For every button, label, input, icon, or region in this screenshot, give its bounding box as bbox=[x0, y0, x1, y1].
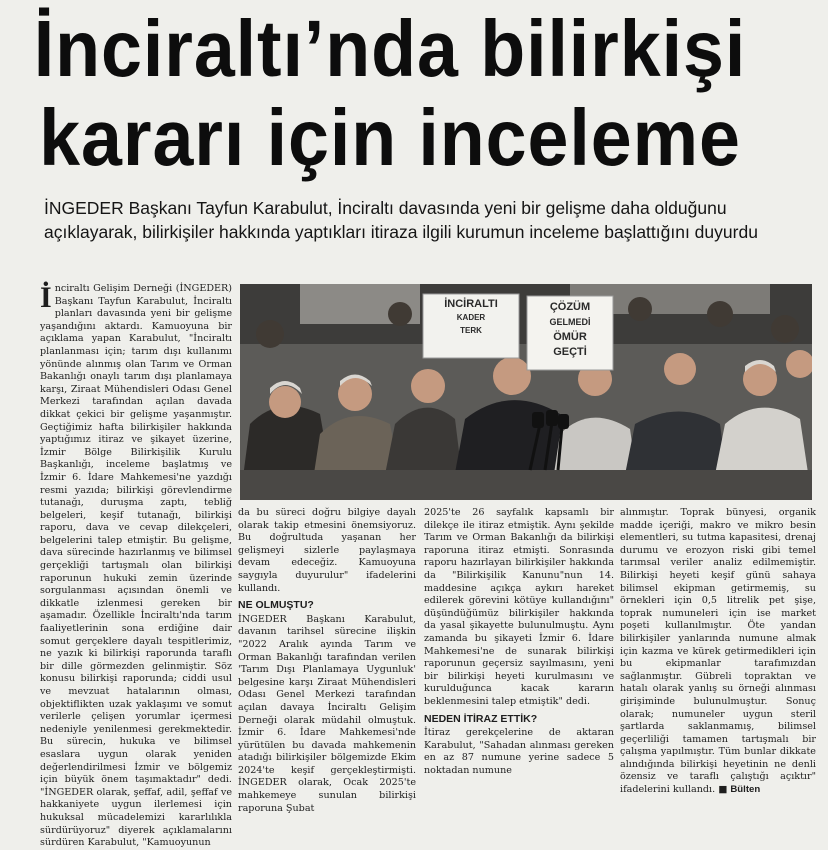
byline-signature: Bülten bbox=[730, 784, 761, 796]
headline bbox=[22, 4, 758, 182]
protest-sign-2 bbox=[530, 300, 610, 360]
sign-1-line-1: İNCİRALTI bbox=[444, 298, 498, 310]
sign-1-line-3: TERK bbox=[460, 326, 482, 335]
column-2-text-2: İNGEDER Başkanı Karabulut, davanın tarihsel sürecine ilişkin "2022 Aralık ayında Tarım ve Orman Bakanlığı tarafından verilen 'Tarım Dışı Planlamaya Uygunluk' belgesine karşı Ziraat Mühendisleri Odası Genel Merkezi tarafından açılan davaya İnciraltı Gelişim Derneği olarak müdahil olmuştuk. İzmir 6. İdare Mahkemesi'nde yürütülen bu davada mahkemenin atadığı bilirkişiler bölgemizde Ekim 2024'te keşif gerçekleştirmişti. İNGEDER olarak, Ocak 2025'te mahkemeye sunulan bilirkişi raporuna Şubat bbox=[238, 613, 416, 814]
photo-illustration bbox=[240, 284, 812, 500]
column-1-text: nciraltı Gelişim Derneği (İNGEDER) Başkanı Tayfun Karabulut, İnciraltı planları davasında yeni bir gelişme yaşandığını aktardı. Kamuoyuna bir açıklama yapan Karabulut, "İnciraltı planlanması için; tarım dışı kullanımı yönünde alınmış olan Tarım ve Orman Bakanlığı onaylı tarım dışı planlamaya karşı, Ziraat Mühendisleri Odası Genel Merkezi tarafından açılan davada dikkat çekici bir gelişme yaşanmıştır. Geçtiğimiz hafta bilirkişiler hakkında yaptığımız itiraz ve şikayet üzerine, İzmir Bölge Bilirkişilik Kurulu Başkanlığı, inceleme başlatmış ve İzmir 6. İdare Mahkemesi'ne yazdığı resmi yazıda; bilirkişi görevlendirme tutanağı, duruşma zaptı, tebliğ belgeleri, keşif tutanağı, bilirkişi raporu, dava ve cevap dilekçeleri, belgelerini talep etmiştir. Bu gelişme, dava sürecinde hazırlanmış ve bilimsel gerçekliği tartışmalı olan bilirkişi raporunun hukuki zemin üzerinde sorgulanması açısından önemli ve dikkatle izlenmesi gereken bir aşamadır. Özellikle İnciraltı'nda tarım faaliyetlerinin sona erdiğine dair somut gerçeklere dayalı tespitlerimiz, ne yazık ki bilirkişi raporunda taraflı bir dille görmezden gelinmiştir. Söz konusu bilirkişi raporunda; ciddi usul ve mevzuat hatalarının olması, objektiflikten uzak yaklaşımı ve somut verilerle çelişen yorumlar içermesi nedeniyle yenilenmesi gerekmektedir. Bu sürecin, hukuka ve bilimsel esaslara uygun olarak yeniden değerlendirilmesi İzmir ve bölgemiz için büyük önem taşımaktadır" dedi. "İNGEDER olarak, şeffaf, adil, şeffaf ve hakkaniyete uygun ilerlemesi için hukuksal mücadelemizi kararlılıkla sürdürüyoruz" diyerek açıklamalarını sürdüren Karabulut, "Kamuoyunun bbox=[40, 283, 232, 849]
article-column-1 bbox=[40, 283, 232, 850]
deck-line-2: açıklayarak, bilirkişiler hakkında yaptıkları itiraza ilgili kurumun inceleme başlattığını duyurdu bbox=[44, 222, 758, 242]
byline-square-icon: ■ bbox=[718, 784, 728, 796]
article-column-3 bbox=[424, 507, 614, 777]
subhead-ne-olmustu: NE OLMUŞTU? bbox=[238, 599, 314, 612]
column-4-text: alınmıştır. Toprak bünyesi, organik madde içeriği, makro ve mikro besin elementleri, su tutma kapasitesi, drenaj durumu ve erozyon riski gibi temel tarımsal veriler analiz edilmemiştir. Bilirkişi heyeti keşif günü sahaya bilimsel ekipman getirmemiş, su örnekleri için 0,5 litrelik pet şişe, toprak numuneleri için ise market poşeti kullanılmıştır. Öte yandan bilirkişiler yanlarında numune almak için kazma ve kürek getirmedikleri için bu ekipmanlar tarafımızdan sağlanmıştır. Gübreli topraktan ve hatalı olarak yanlış su örneği alınması girişiminde bulunulmuştur. Sonuç olarak; numuneler uygun steril şartlarda saklanmamış, bilimsel geçerliliği tamamen tartışmalı bir çalışma yapılmıştır. Tüm bunlar dikkate alındığında bilirkişi heyetinin ne denli özensiz ve taraflı çalıştığı açıktır" ifadelerini kullandı. bbox=[620, 507, 816, 796]
headline-line-2: kararı için inceleme bbox=[39, 93, 741, 182]
deck-line-1: İNGEDER Başkanı Tayfun Karabulut, İnciraltı davasında yeni bir gelişme daha olduğunu bbox=[44, 198, 727, 218]
news-photo bbox=[240, 284, 812, 500]
headline-line-1: İnciraltı’nda bilirkişi bbox=[33, 4, 747, 93]
column-3-text-2: İtiraz gerekçelerine de aktaran Karabulut, "Sahadan alınması gereken en az 87 numune yerine sadece 5 noktadan numune bbox=[424, 727, 614, 776]
article-column-4 bbox=[620, 507, 816, 797]
drop-cap: İ bbox=[40, 281, 52, 314]
protest-sign-1 bbox=[428, 298, 514, 337]
sign-2-line-2: GELMEDİ bbox=[549, 317, 591, 327]
column-3-text-1: 2025'te 26 sayfalık kapsamlı bir dilekçe ile itiraz etmiştik. Aynı şekilde Tarım ve Orman Bakanlığı da bilirkişi raporuna itiraz etmişti. Sonrasında raporu hazırlayan bilirkişiler hakkında da "Bilirkişilik Kanunu"nun 14. maddesine açıkça aykırı hareket edilerek görevini kötüye kullandığını" düşündüğümüz bilirkişiler hakkında da yasal şikayette bulunulmuştu. Aynı zamanda bu şikayeti İzmir 6. İdare Mahkemesi'ne de sunarak bilirkişi raporunun geçersiz sayılmasını, yeni bir bilirkişi heyeti kurulmasını ve kurulduğunca kacak kararın beklenmesini talep etmiştik" dedi. bbox=[424, 507, 614, 707]
deck bbox=[44, 196, 824, 244]
column-2-text-1: da bu süreci doğru bilgiye dayalı olarak takip etmesini önemsiyoruz. Bu doğrultuda yaşanan her gelişmeyi sizlerle paylaşmaya devam edeceğiz. Kamuoyuna saygıyla duyurulur" ifadelerini kullandı. bbox=[238, 507, 416, 594]
sign-2-line-1: ÇÖZÜM bbox=[549, 301, 591, 313]
subhead-neden-itiraz: NEDEN İTİRAZ ETTİK? bbox=[424, 712, 538, 725]
sign-2-line-3: ÖMÜR bbox=[553, 331, 587, 343]
sign-2-line-4: GEÇTİ bbox=[553, 346, 587, 358]
article-column-2 bbox=[238, 507, 416, 815]
sign-1-line-2: KADER bbox=[456, 313, 486, 322]
